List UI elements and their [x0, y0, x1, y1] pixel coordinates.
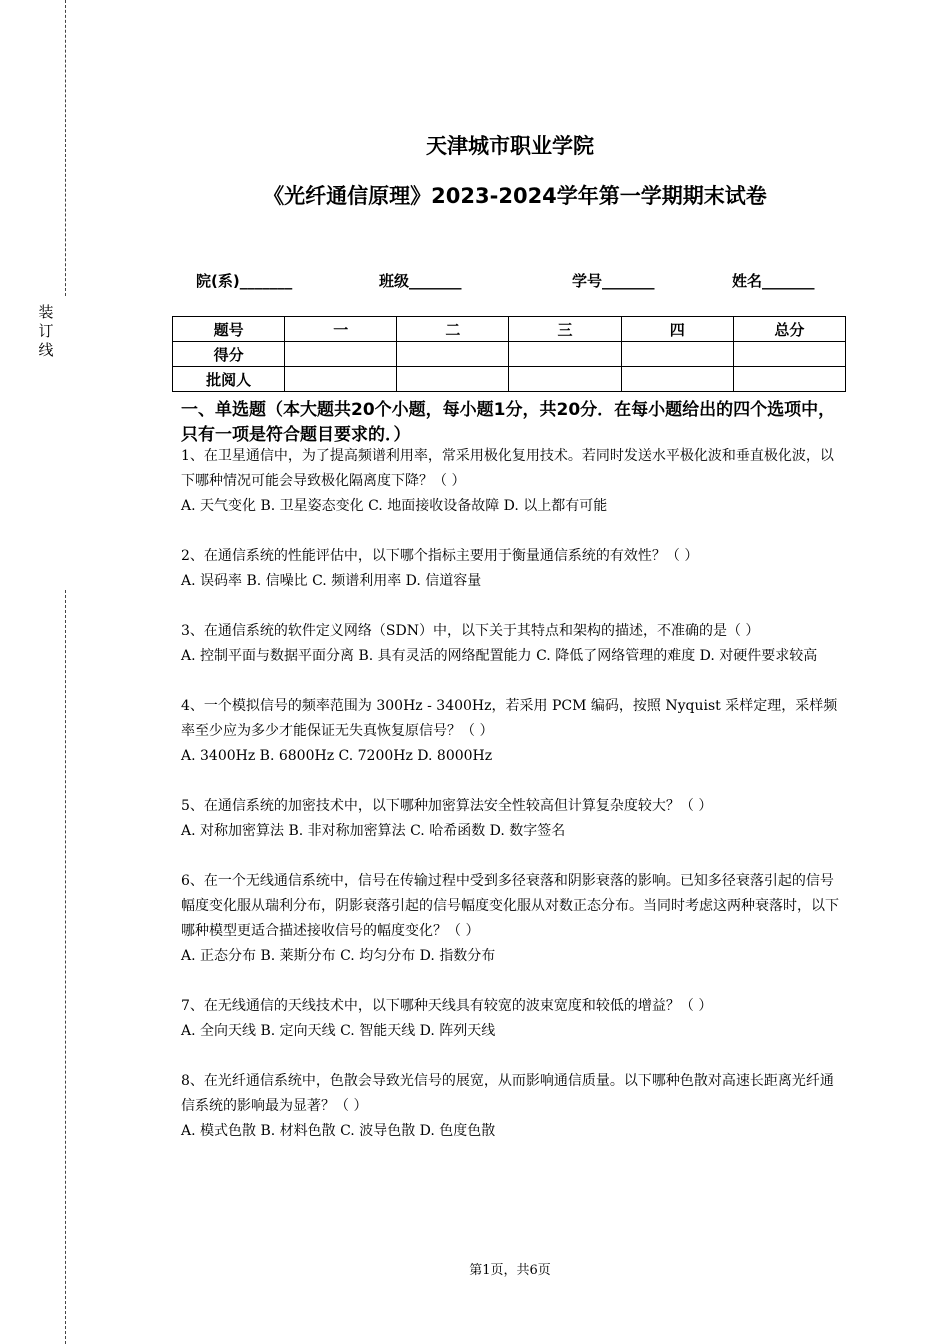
question-1 — [181, 444, 846, 519]
question-stem: 3、在通信系统的软件定义网络（SDN）中，以下关于其特点和架构的描述，不准确的是（ ） — [181, 623, 760, 639]
question-stem: 5、在通信系统的加密技术中，以下哪种加密算法安全性较高但计算复杂度较大？（ ） — [181, 798, 713, 814]
binding-dashed-line-bottom — [65, 590, 66, 1344]
score-table-header-row — [173, 317, 846, 342]
question-options: A. 3400Hz B. 6800Hz C. 7200Hz D. 8000Hz — [181, 748, 493, 764]
question-6 — [181, 869, 846, 969]
question-stem: 4、一个模拟信号的频率范围为 300Hz - 3400Hz，若采用 PCM 编码，按照 Nyquist 采样定理，采样频率至少应为多少才能保证无失真恢复原信号？（ ） — [181, 698, 838, 739]
score-row — [173, 342, 846, 367]
question-options: A. 误码率 B. 信噪比 C. 频谱利用率 D. 信道容量 — [181, 573, 482, 589]
table-header-cell: 二 — [397, 317, 509, 342]
reviewer-row — [173, 367, 846, 392]
row-label: 批阅人 — [173, 367, 285, 392]
question-stem: 2、在通信系统的性能评估中，以下哪个指标主要用于衡量通信系统的有效性？（ ） — [181, 548, 699, 564]
question-stem: 8、在光纤通信系统中，色散会导致光信号的展宽，从而影响通信质量。以下哪种色散对高速长距离光纤通信系统的影响最为显著？（ ） — [181, 1073, 834, 1114]
reviewer-cell — [733, 367, 845, 392]
exam-title: 《光纤通信原理》2023-2024学年第一学期期末试卷 — [263, 184, 767, 208]
reviewer-cell — [397, 367, 509, 392]
table-header-cell: 四 — [621, 317, 733, 342]
reviewer-cell — [285, 367, 397, 392]
reviewer-cell — [621, 367, 733, 392]
class-field: 班级_______ — [379, 272, 462, 290]
question-stem: 1、在卫星通信中，为了提高频谱利用率，常采用极化复用技术。若同时发送水平极化波和垂直极化波，以下哪种情况可能会导致极化隔离度下降？（ ） — [181, 448, 834, 489]
department-field: 院(系)_______ — [196, 272, 293, 290]
score-cell — [397, 342, 509, 367]
question-stem: 7、在无线通信的天线技术中，以下哪种天线具有较宽的波束宽度和较低的增益？（ ） — [181, 998, 713, 1014]
question-4 — [181, 694, 846, 769]
binding-label: 装订线 — [38, 303, 54, 359]
question-options: A. 对称加密算法 B. 非对称加密算法 C. 哈希函数 D. 数字签名 — [181, 823, 566, 839]
score-cell — [285, 342, 397, 367]
question-options: A. 天气变化 B. 卫星姿态变化 C. 地面接收设备故障 D. 以上都有可能 — [181, 498, 608, 514]
score-table — [172, 316, 846, 392]
question-3 — [181, 619, 846, 669]
table-header-cell: 一 — [285, 317, 397, 342]
question-options: A. 控制平面与数据平面分离 B. 具有灵活的网络配置能力 C. 降低了网络管理的难度 D. 对硬件要求较高 — [181, 648, 818, 664]
page-number: 第1页，共6页 — [469, 1263, 551, 1278]
row-label: 得分 — [173, 342, 285, 367]
school-name: 天津城市职业学院 — [426, 134, 594, 158]
score-cell — [621, 342, 733, 367]
question-7 — [181, 994, 846, 1044]
question-2 — [181, 544, 846, 594]
section-title: 一、单选题（本大题共20个小题，每小题1分，共20分．在每小题给出的四个选项中，只有一项是符合题目要求的．） — [181, 400, 836, 445]
question-8 — [181, 1069, 846, 1144]
table-header-cell: 总分 — [733, 317, 845, 342]
table-header-cell: 题号 — [173, 317, 285, 342]
question-options: A. 全向天线 B. 定向天线 C. 智能天线 D. 阵列天线 — [181, 1023, 496, 1039]
question-options: A. 正态分布 B. 莱斯分布 C. 均匀分布 D. 指数分布 — [181, 948, 496, 964]
question-5 — [181, 794, 846, 844]
table-header-cell: 三 — [509, 317, 621, 342]
score-cell — [733, 342, 845, 367]
score-cell — [509, 342, 621, 367]
question-stem: 6、在一个无线通信系统中，信号在传输过程中受到多径衰落和阴影衰落的影响。已知多径衰落引起的信号幅度变化服从瑞利分布，阴影衰落引起的信号幅度变化服从对数正态分布。当同时考虑这两种衰落时，以下哪种模型更适合描述接收信号的幅度变化？（ ） — [181, 873, 839, 939]
student-id-field: 学号_______ — [572, 272, 655, 290]
question-list — [181, 444, 846, 1169]
reviewer-cell — [509, 367, 621, 392]
name-field: 姓名_______ — [732, 272, 815, 290]
question-options: A. 模式色散 B. 材料色散 C. 波导色散 D. 色度色散 — [181, 1123, 496, 1139]
